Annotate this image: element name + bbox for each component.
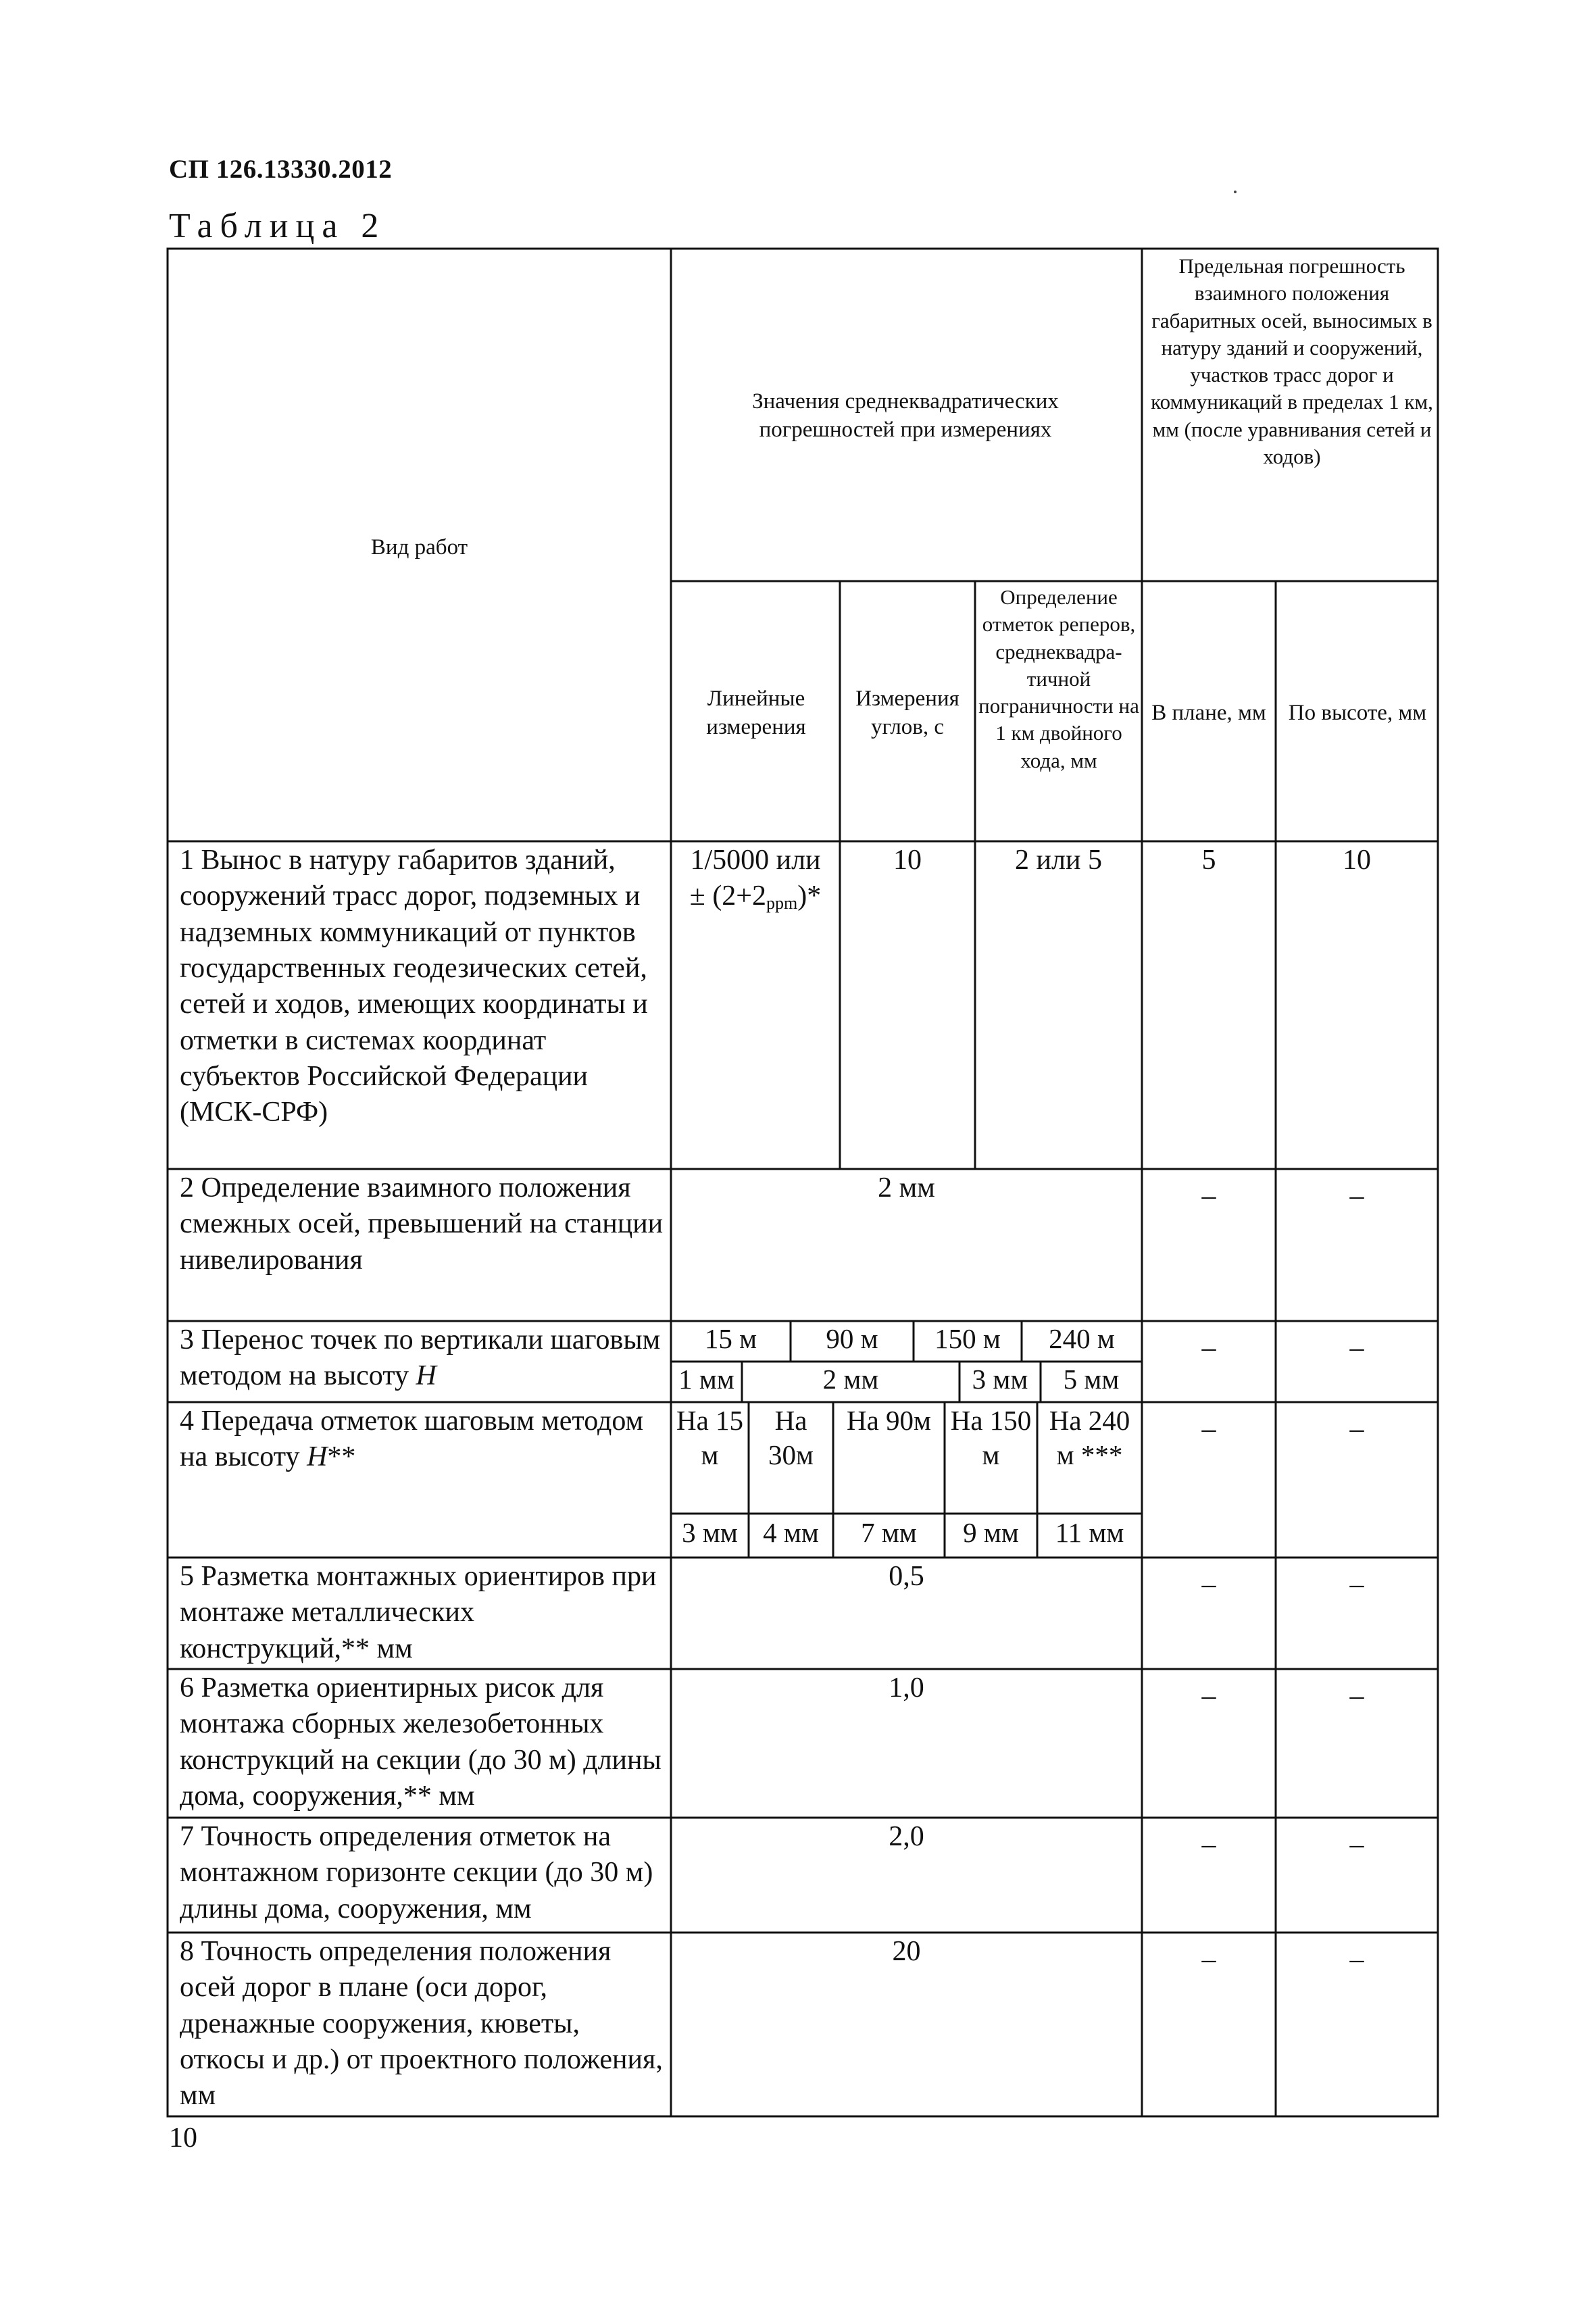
row4-plan: – (1201, 1414, 1216, 1445)
row5-height: – (1349, 1569, 1364, 1600)
row1-benchmarks: 2 или 5 (1015, 845, 1102, 876)
row5-plan: – (1201, 1569, 1216, 1600)
row7-height: – (1349, 1829, 1364, 1860)
row2-height: – (1349, 1180, 1364, 1212)
header-rms-group: Значения среднеквадратических погрешностей при измерениях (752, 389, 1059, 442)
row8-work: 8 Точность определения положения осей дорог в плане (оси дорог, дренажные сооружения, кюветы, откосы и др.) от проектного положения, мм (180, 1936, 663, 2112)
row3-height-3: 150 м (934, 1323, 1001, 1354)
page-number: 10 (169, 2122, 197, 2154)
row1-height: 10 (1343, 845, 1371, 876)
row4-value-2: 4 мм (763, 1517, 819, 1548)
row1-angles: 10 (893, 845, 922, 876)
header-angles: Измерения углов, с (855, 686, 959, 739)
row2-work: 2 Определение взаимного положения смежных осей, превышений на станции нивелирования (180, 1172, 664, 1276)
row4-work: 4 Передача отметок шаговым методом на высоту H** (180, 1405, 644, 1473)
row2-plan: – (1201, 1180, 1216, 1212)
row1-linear-line1: 1/5000 или (690, 845, 821, 876)
row1-work: 1 Вынос в натуру габаритов зданий, сооружений трасс дорог, подземных и надземных коммуникаций от пунктов государственных геодезических сетей, сетей и ходов, имеющих координаты и отметки в системах координат субъектов Российской Федерации (МСК-СРФ) (180, 845, 648, 1128)
row7-work: 7 Точность определения отметок на монтажном горизонте секции (до 30 м) длины дома, сооружения, мм (180, 1821, 653, 1924)
row3-height: – (1349, 1333, 1364, 1364)
row3-value-1: 1 мм (678, 1364, 734, 1395)
row3-value-2: 2 мм (822, 1364, 879, 1395)
table-caption: Таблица 2 (169, 207, 386, 245)
row6-plan: – (1201, 1681, 1216, 1712)
row4-height-4: На 150 м (950, 1405, 1032, 1471)
row8-plan: – (1201, 1944, 1216, 1975)
header-height: По высоте, мм (1288, 700, 1427, 725)
header-work-type: Вид работ (370, 534, 468, 559)
row6-height: – (1349, 1681, 1364, 1712)
row4-height-1: На 15 м (676, 1405, 744, 1471)
row6-work: 6 Разметка ориентирных рисок для монтажа сборных железобетонных конструкций на секции (до 30 м) длины дома, сооружения,** мм (180, 1672, 662, 1812)
row4-value-3: 7 мм (861, 1517, 917, 1548)
row8-value: 20 (892, 1936, 921, 1967)
row3-value-3: 3 мм (972, 1364, 1028, 1395)
document-code: СП 126.13330.2012 (169, 155, 393, 184)
header-benchmarks: Определение отметок реперов, среднеквадра-тичной пограничности на 1 км двойного хода, мм (978, 585, 1139, 772)
row3-height-2: 90 м (826, 1323, 878, 1354)
row4-value-1: 3 мм (682, 1517, 738, 1548)
row5-work: 5 Разметка монтажных ориентиров при монтаже металлических конструкций,** мм (180, 1561, 657, 1664)
row4-height: – (1349, 1414, 1364, 1445)
row7-value: 2,0 (889, 1821, 924, 1852)
row6-value: 1,0 (889, 1672, 924, 1703)
row2-value: 2 мм (878, 1172, 935, 1203)
row1-linear-line2: ± $(2+2_{ppm})*$ (689, 880, 822, 913)
row7-plan: – (1201, 1829, 1216, 1860)
row3-work: 3 Перенос точек по вертикали шаговым методом на высоту H (180, 1324, 661, 1392)
header-plan: В плане, мм (1151, 700, 1266, 725)
row8-height: – (1349, 1944, 1364, 1975)
row4-value-4: 9 мм (963, 1517, 1019, 1548)
row3-plan: – (1201, 1333, 1216, 1364)
header-limit-group: Предельная погрешность взаимного положения габаритных осей, выносимых в натуру зданий и сооружений, участков трасс дорог и коммуникаций в пределах 1 км, мм (после уравнивания сетей и ходов) (1151, 254, 1433, 469)
row3-height-4: 240 м (1049, 1323, 1115, 1354)
header-linear: Линейные измерения (706, 686, 806, 739)
row5-value: 0,5 (889, 1561, 924, 1592)
row3-value-4: 5 мм (1063, 1364, 1120, 1395)
row4-height-5: На 240 м *** (1049, 1405, 1130, 1471)
row4-height-2: На 30м (768, 1405, 814, 1471)
row4-value-5: 11 мм (1055, 1517, 1124, 1548)
row3-height-1: 15 м (704, 1323, 757, 1354)
row4-height-3: На 90м (846, 1405, 931, 1436)
row1-plan: 5 (1201, 845, 1216, 876)
row1-linear (672, 843, 839, 924)
